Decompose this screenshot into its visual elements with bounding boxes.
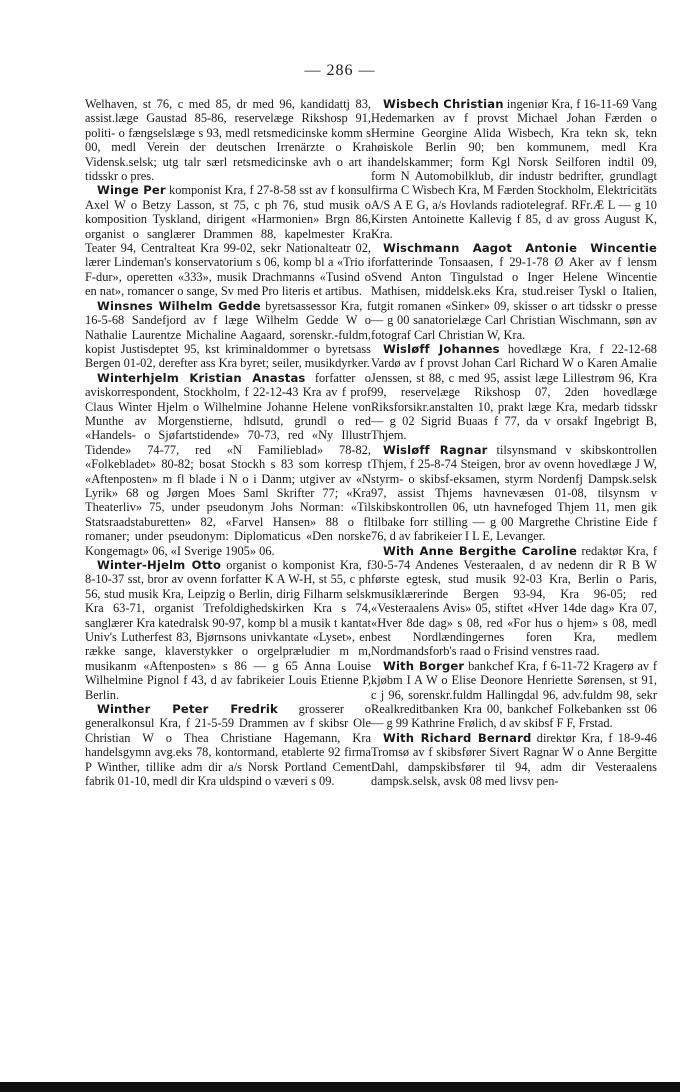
entry-text: forfatter o aviskorrespondent, Stockholm, f 22-12-43 Kra av f prof Claus Winter Hjelm o Wilhelmine Johanne Helene von Munthe av Morgenstierne, hdlsutd, grundl o red «Handels- o Sjøfartstidende» 70-73, red «Ny Illustr Tidende» 74-77, red «N Familieblad» 78-82, «Folkebladet» 80-82; bosat Stockh s 83 som korresp t «Aftenposten» m fl blade i N o i Danm; utgiver av «N Lyrik» 68 og Jørgen Moes Saml Skrifter 77; «Kra Theaterliv» 75, under pseudonym Johs Norman: «Til Statsraadstaburetten» 82, «Farvel Hansen» 88 o fl romaner; under pseudonym: Diplomaticus «Den norske Kongemagt» 06, «I Sverige 1905» 06. [85, 370, 371, 558]
entry-name: Winther Peter Fredrik [97, 702, 278, 717]
entry-name: Wischmann Aagot Antonie Wincentie [383, 241, 657, 256]
biography-entry [371, 97, 657, 241]
biography-entry [371, 443, 657, 544]
biography-entry [85, 702, 371, 788]
entry-text: forfatterinde Tonsaasen, f 29-1-78 Ø Aker av f lensm Svend Anton Tingulstad o Inger Helene Wincentie Mathisen, middelsk.eks Kra, stud.reiser Tyskl o Italien, utgit romanen «Sinker» 09, skisser o art tidsskr o presse — g 00 sanatorielæge Carl Christian Wischmann, søn av fotograf Carl Christian W, Kra. [371, 255, 657, 342]
left-column [85, 97, 371, 789]
entry-name: Wisbech Christian [383, 97, 504, 111]
biography-entry [85, 299, 371, 371]
entry-name: Wisløff Ragnar [383, 442, 488, 457]
entry-name: Winge Per [97, 183, 166, 198]
biography-entry [85, 183, 371, 298]
entry-text: ingeniør Kra, f 16-11-69 Vang Hedemarken av f provst Michael Johan Færden o Hermine Georgine Alida Wisbech, Kra tekn sk, tekn høiskole Berlin 90; ben kommunem, medl Kra handelskammer; form Kgl Norsk Seilforen indtil 09, form N Automobilklub, dir industr bedrifter, grundlagt firma C Wisbech Kra, M Færden Stockholm, Elektricitäts A/S A E G, a/s Hovlands radiotelegraf. RFr.Æ L — g 10 Kirsten Antoinette Kallevig f 85, d av gross August K, Kra. [371, 97, 657, 241]
entry-text: organist o komponist Kra, f 8-10-37 sst, bror av ovenn forfatter K A W-H, st 55, c ph 56, stud musik Kra, Leipzig o Berlin, dirig Filharm selsk Kra 63-71, organist Trefoldighedskirken Kra s 74, sanglærer Kra katedralsk 90-97, komp bl a musik t kantat Univ's Lutherfest 83, Bjørnsons univkantate «Lyset», en række sange, klaverstykker o orgelpræludier m m, musikanm «Aftenposten» s 86 — g 65 Anna Louise Wilhelmine Pignol f 43, d av fabrikeier Louis Etienne P, Berlin. [85, 558, 371, 702]
right-column [371, 97, 657, 789]
entry-text: bankchef Kra, f 6-11-72 Kragerø av f kjøbm I A W o Elise Deonore Henriette Sørensen, st 91, c j 96, sorenskr.fuldm Hallingdal 96, adv.fuldm 98, sekr Realkreditbanken Kra 00, bankchef Folkebanken sst 06 — g 99 Kathrine Frølich, d av skibsf F F, Frstad. [371, 658, 657, 731]
biography-entry [85, 371, 371, 558]
biography-entry [371, 241, 657, 342]
biography-entry [371, 659, 657, 731]
entry-text: hovedlæge Kra, f 22-12-68 Vardø av f provst Johan Carl Richard W o Karen Amalie Jenssen, st 88, c med 95, assist læge Lillestrøm 96, Kra 99, reservelæge Rikshosp 07, 2den hovedlæge Riksforsikr.anstalten 10, prakt læge Kra, medarb tidsskr — g 02 Sigrid Buaas f 77, da v orsakf Ingebrigt B, Thjem. [371, 341, 657, 443]
entry-text: Welhaven, st 76, c med 85, dr med 96, kandidattj 83, assist.læge Gaustad 85-86, reservelæge Rikshosp 91, politi- o fængselslæge s 93, medl retsmedicinske komm s 00, medl Verein der deutschen Irrenärzte o Kra Vidensk.selsk; utg talr særl retsmedicinske avh o art i tidsskr o pres. [85, 97, 371, 184]
bottom-scan-edge [0, 1082, 680, 1092]
biography-entry [85, 97, 371, 183]
biography-entry [371, 544, 657, 659]
entry-name: With Richard Bernard [383, 730, 532, 745]
entry-text: direktør Kra, f 18-9-46 Tromsø av f skibsfører Sivert Ragnar W o Anne Bergitte Dahl, dampskibsfører til 94, adm dir Vesteraalens dampsk.selsk, avsk 08 med livsv pen- [371, 730, 657, 789]
entry-name: Winterhjelm Kristian Anastas [97, 370, 306, 385]
entry-name: With Borger [383, 658, 465, 673]
entry-text: redaktør Kra, f 30-5-74 Andenes Vesteraalen, d av nedenn dir R B W første egtesk, stud musik 92-03 Kra, Berlin o Paris, musiklærerinde Bergen 93-94, Kra 96-05; red «Vesteraalens Avis» 05, stiftet «Hver 14de dag» Kra 07, «Hver 8de dag» s 08, red «For hus o hjem» s 08, medl best Nordlændingernes foren Kra, medlem Nordmandsforb's raad o Frisind venstres raad. [371, 543, 657, 659]
entry-name: Winsnes Wilhelm Gedde [97, 298, 261, 313]
entry-text: komponist Kra, f 27-8-58 sst av f konsul Axel W o Betzy Lasson, st 75, c ph 76, stud musik o komposition Tyskland, dirigent «Harmonien» Brgn 86, organist o sanglærer Drammen 88, kapelmester Kra Teater 94, Centralteat Kra 99-02, sekr Nationalteatr 02, lærer Lindeman's konservatorium s 06, komp bl a «Trio i F-dur», operetten «333», musik Drachmanns «Tusind o en nat», romancer o sange, Sv med Pro literis et artibus. [85, 183, 371, 299]
entry-text: byretsassessor Kra, f 16-5-68 Sandefjord av f læge Wilhelm Gedde W o Nathalie Laurentze Michaline Aagaard, sorenskr.-fuldm, kopist Justisdeptet 95, kst kriminaldommer o byretsass Bergen 01-02, derefter ass Kra byret; seiler, musikdyrker. [85, 298, 372, 371]
page-number: — 286 — [304, 62, 376, 79]
entry-name: With Anne Bergithe Caroline [383, 543, 578, 558]
biography-entry [371, 731, 657, 789]
biography-entry [85, 558, 371, 702]
entry-name: Wisløff Johannes [383, 341, 500, 356]
entry-text: grosserer o generalkonsul Kra, f 21-5-59 Drammen av f skibsr Ole Christian W o Thea Christiane Hagemann, Kra handelsgymn avg.eks 78, kontormand, etablerte 92 firma P Winther, tillike adm dir a/s Norsk Portland Cement fabrik 01-10, medl dir Kra uldspind o væveri s 09. [85, 702, 371, 789]
entry-name: Winter-Hjelm Otto [97, 558, 222, 572]
entry-text: tilsynsmand v skibskontrollen Thjem, f 25-8-74 Steigen, bror av ovenn hovedlæge J W, styrm- o skibsf-eksamen, styrm Nordenfj Dampsk.selsk 97, assist Thjems havnevæsen 01-08, tilsynsm v skibskontrollen 06, utn havnefoged Thjem 11, men gik tilbake forr stilling — g 00 Margrethe Christine Eide f 76, d av fabrikeier I L E, Levanger. [371, 442, 657, 544]
biography-entry [371, 342, 657, 443]
